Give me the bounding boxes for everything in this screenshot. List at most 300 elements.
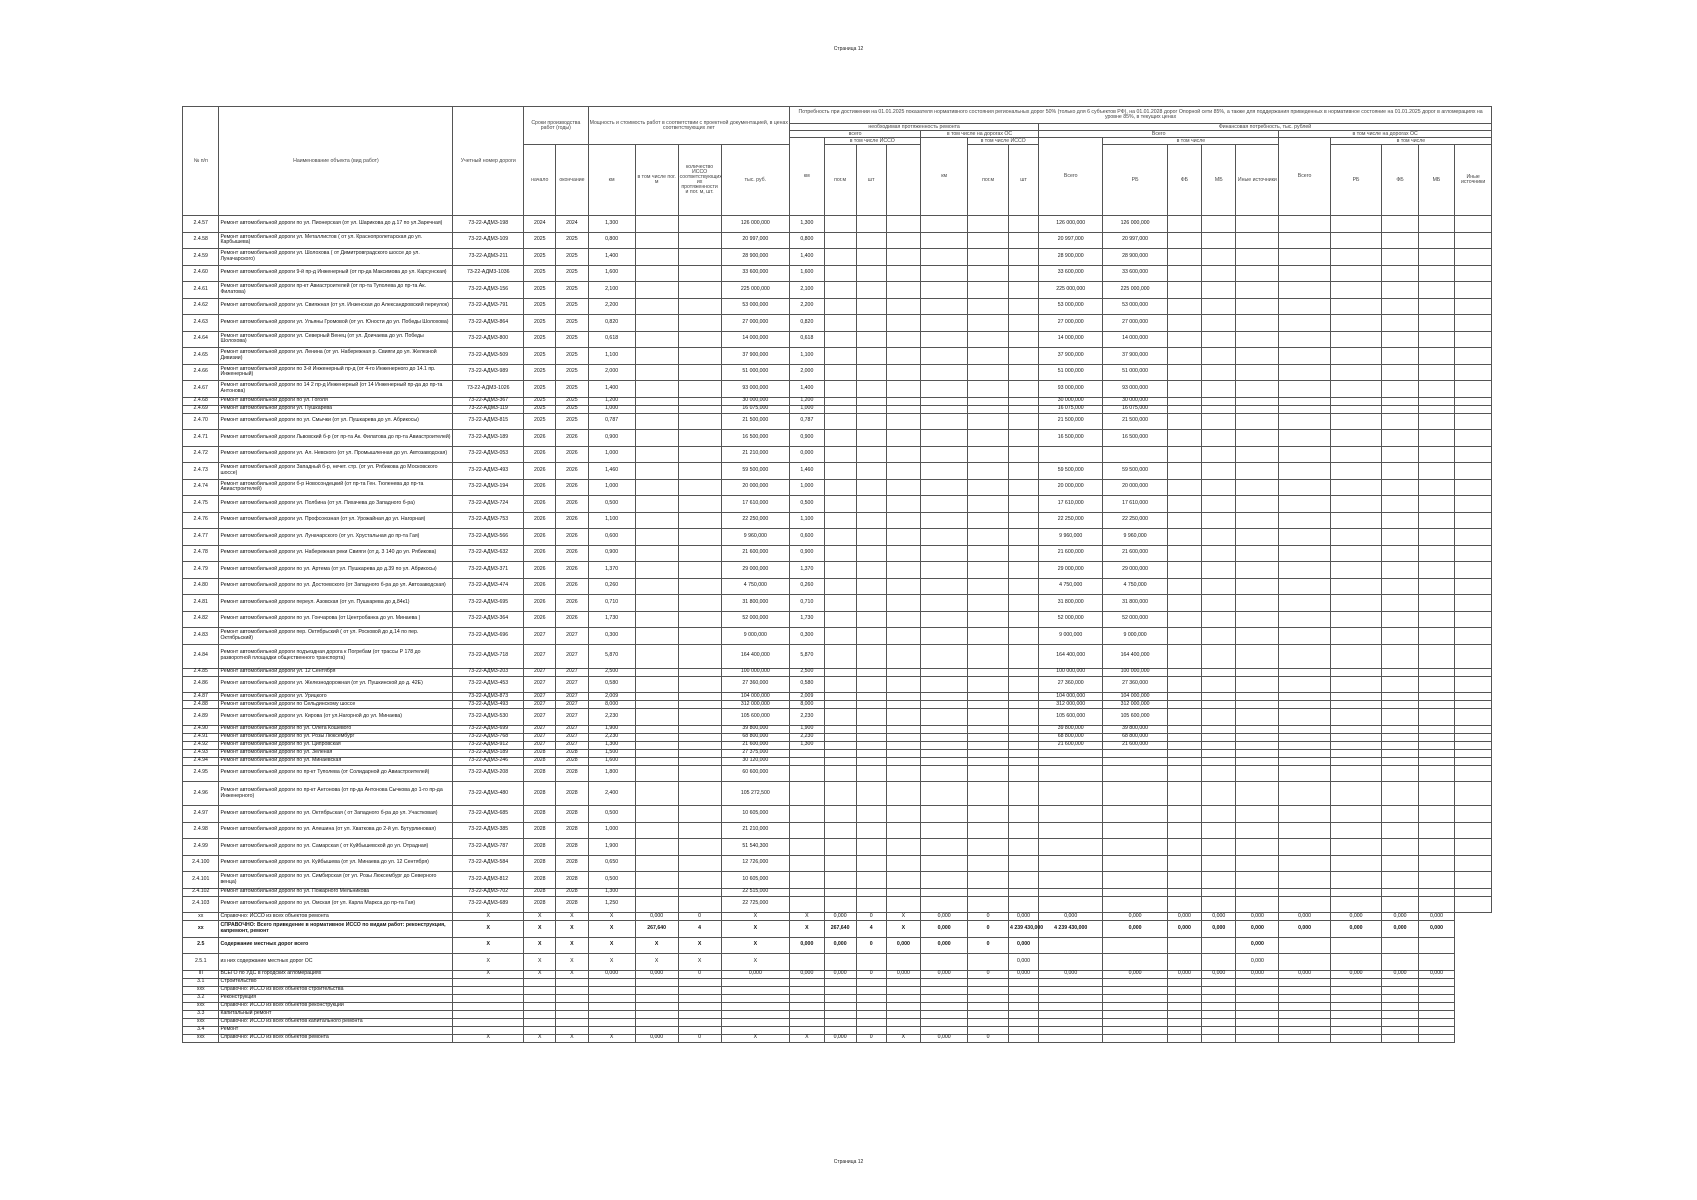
row-name: Ремонт автомобильной дороги по ул. Омская (от ул. Карла Маркса до пр-та Гая) (219, 896, 453, 913)
row-cell (1236, 782, 1279, 806)
row-cell (1236, 733, 1279, 741)
row-km: 2,200 (588, 298, 635, 315)
row-cell (856, 282, 886, 299)
row-cell (678, 364, 721, 381)
summary-cell (1039, 1010, 1103, 1018)
row-cell (824, 644, 856, 668)
row-name: Ремонт автомобильной дороги ул. 12 Сентября (219, 668, 453, 676)
summary-cell (1236, 978, 1279, 986)
table-row (183, 668, 1492, 676)
row-number: 2.4.85 (183, 668, 219, 676)
row-cell (678, 315, 721, 332)
row-name: Ремонт автомобильной дороги по ул. Симбирская (от ул. Розы Люксембург до Северного венца) (219, 872, 453, 889)
summary-cell: 0,000 (886, 970, 920, 978)
row-cell (968, 628, 1009, 645)
row-reg-number: 73-22-АДМ3-753 (453, 512, 524, 529)
summary-cell (968, 1010, 1009, 1018)
row-rb: 16 500,000 (1103, 430, 1167, 447)
row-cell (1279, 364, 1330, 381)
row-cell (856, 479, 886, 496)
row-cell (824, 364, 856, 381)
row-cell (1236, 578, 1279, 595)
row-cell (886, 611, 920, 628)
row-km: 1,600 (588, 265, 635, 282)
row-cell (1418, 331, 1454, 348)
row-cell (1202, 888, 1236, 896)
row-km: 0,800 (588, 232, 635, 249)
row-cell (824, 611, 856, 628)
row-cell (1236, 545, 1279, 562)
row-cell (856, 512, 886, 529)
row-cell (886, 512, 920, 529)
row-start-year: 2025 (524, 232, 556, 249)
row-cell (1418, 595, 1454, 612)
summary-cell: 267,640 (824, 921, 856, 938)
row-number: 2.4.82 (183, 611, 219, 628)
row-cell (968, 232, 1009, 249)
row-cell (678, 463, 721, 480)
row-cell (1279, 822, 1330, 839)
row-km: 1,000 (588, 822, 635, 839)
row-end-year: 2026 (556, 562, 588, 579)
row-cell (1167, 888, 1201, 896)
row-cell (1202, 644, 1236, 668)
summary-number: 3.3 (183, 1010, 219, 1018)
summary-cell: 0,000 (1418, 913, 1454, 921)
row-cell (968, 430, 1009, 447)
row-km: 0,600 (588, 529, 635, 546)
row-need-km: 2,230 (790, 733, 824, 741)
row-end-year: 2026 (556, 496, 588, 513)
row-km: 5,870 (588, 644, 635, 668)
row-cell (1382, 315, 1418, 332)
summary-cell: 0,000 (921, 970, 968, 978)
summary-cell: 0,000 (1202, 913, 1236, 921)
row-cell (1202, 741, 1236, 749)
row-cell (1167, 644, 1201, 668)
row-total: 16 500,000 (1039, 430, 1103, 447)
row-end-year: 2025 (556, 364, 588, 381)
row-cell (1455, 668, 1492, 676)
row-km: 1,300 (588, 741, 635, 749)
summary-name: Ремонт (219, 1026, 453, 1034)
row-cell (921, 741, 968, 749)
header-total-os: Всего (1279, 138, 1330, 216)
row-cell (1236, 668, 1279, 676)
row-cell (824, 232, 856, 249)
summary-number: III (183, 970, 219, 978)
table-row (183, 282, 1492, 299)
row-reg-number: 73-22-АДМ3-724 (453, 496, 524, 513)
row-cell (824, 888, 856, 896)
row-cell (1455, 749, 1492, 757)
row-cell (635, 446, 678, 463)
row-cell (886, 872, 920, 889)
row-cell (678, 512, 721, 529)
row-start-year: 2027 (524, 644, 556, 668)
row-cost: 21 600,000 (721, 545, 790, 562)
row-cell (678, 733, 721, 741)
row-reg-number: 73-22-АДМ3-198 (453, 216, 524, 233)
row-cell (1009, 757, 1039, 765)
row-start-year: 2027 (524, 733, 556, 741)
row-km: 1,200 (588, 397, 635, 405)
row-cell (1167, 855, 1201, 872)
row-total (1039, 888, 1103, 896)
row-cell (886, 446, 920, 463)
summary-cell: 0,000 (1418, 970, 1454, 978)
row-cell (1418, 644, 1454, 668)
row-reg-number: 73-22-АДМ3-1026 (453, 381, 524, 398)
row-cost: 21 210,000 (721, 822, 790, 839)
page-number-top: Страница 12 (833, 46, 864, 52)
row-cell (886, 709, 920, 726)
row-cell (856, 839, 886, 856)
row-cell (856, 578, 886, 595)
row-cell (856, 364, 886, 381)
summary-cell: X (721, 921, 790, 938)
row-cell (886, 749, 920, 757)
row-cell (1330, 749, 1381, 757)
row-cell (968, 595, 1009, 612)
row-cell (1202, 405, 1236, 413)
summary-cell (588, 978, 635, 986)
row-cell (921, 463, 968, 480)
row-cell (921, 611, 968, 628)
summary-cell: 0,000 (1279, 913, 1330, 921)
summary-cell (678, 1002, 721, 1010)
row-cell (968, 644, 1009, 668)
row-total: 164 400,000 (1039, 644, 1103, 668)
row-cell (886, 397, 920, 405)
row-cell (968, 872, 1009, 889)
header-pogm-os: пог.м (968, 145, 1009, 216)
row-cell (886, 249, 920, 266)
table-row (183, 331, 1492, 348)
summary-cell (524, 1010, 556, 1018)
summary-cell: 0,000 (1202, 970, 1236, 978)
row-name: Ремонт автомобильной дороги по ул. Пожарного Мельникова (219, 888, 453, 896)
summary-cell (1418, 1026, 1454, 1034)
row-cell (1330, 413, 1381, 430)
row-cell (856, 446, 886, 463)
row-need-km: 1,730 (790, 611, 824, 628)
row-cell (1202, 872, 1236, 889)
summary-cell: X (556, 913, 588, 921)
row-cell (1455, 676, 1492, 693)
row-cell (1202, 463, 1236, 480)
row-cell (1236, 529, 1279, 546)
row-need-km: 1,600 (790, 265, 824, 282)
summary-cell (1279, 978, 1330, 986)
row-cell (1236, 430, 1279, 447)
row-total: 312 000,000 (1039, 701, 1103, 709)
row-cell (1167, 595, 1201, 612)
summary-cell: 0,000 (1382, 970, 1418, 978)
row-cell (856, 348, 886, 365)
summary-cell (921, 954, 968, 971)
row-cell (1382, 644, 1418, 668)
row-need-km (790, 749, 824, 757)
summary-cell: 0,000 (1202, 921, 1236, 938)
row-cell (1279, 430, 1330, 447)
summary-cell: 0,000 (1236, 921, 1279, 938)
row-cell (1455, 545, 1492, 562)
row-cell (886, 282, 920, 299)
row-cost: 33 600,000 (721, 265, 790, 282)
row-cell (1202, 529, 1236, 546)
summary-cell: 4 239 430,000 (1039, 921, 1103, 938)
summary-cell (1039, 986, 1103, 994)
row-cell (678, 757, 721, 765)
row-cell (635, 405, 678, 413)
row-cell (635, 578, 678, 595)
summary-row (183, 913, 1492, 921)
row-cell (1236, 315, 1279, 332)
row-cell (1009, 430, 1039, 447)
summary-cell: 0 (856, 970, 886, 978)
row-cell (635, 232, 678, 249)
row-cell (635, 562, 678, 579)
row-cell (921, 265, 968, 282)
row-cell (1330, 282, 1381, 299)
row-cell (886, 733, 920, 741)
row-start-year: 2026 (524, 578, 556, 595)
row-need-km (790, 782, 824, 806)
row-cell (1167, 479, 1201, 496)
row-total: 29 000,000 (1039, 562, 1103, 579)
row-rb: 37 900,000 (1103, 348, 1167, 365)
row-cell (1167, 709, 1201, 726)
row-cell (678, 725, 721, 733)
row-reg-number: 73-22-АДМ3-768 (453, 733, 524, 741)
row-cell (1382, 872, 1418, 889)
row-cell (1167, 611, 1201, 628)
row-name: Ремонт автомобильной дороги по 3-й Инженерный пр-д (от 4-го Инженерного до 14.1 пр. Инженерный) (219, 364, 453, 381)
row-need-km: 2,009 (790, 693, 824, 701)
row-cell (921, 765, 968, 782)
row-cell (1330, 693, 1381, 701)
table-row (183, 782, 1492, 806)
summary-row (183, 1010, 1492, 1018)
table-row (183, 839, 1492, 856)
row-cell (1382, 822, 1418, 839)
row-cell (1279, 628, 1330, 645)
row-cell (1382, 216, 1418, 233)
row-cell (886, 364, 920, 381)
row-cell (678, 822, 721, 839)
header-need: Потребность при достижении на 01.01.2025 показателя нормативного состояния региональных дорог 50% (только для 6 субъектов РФ), на 01.01.2028 дорог Опорной сети 85%, а также для поддержания приведенных в нормативное состояние на 01.01.2025 дорог в агломерациях на уровне 85%, в текущих ценах (790, 107, 1492, 124)
row-cell (1330, 298, 1381, 315)
row-number: 2.4.79 (183, 562, 219, 579)
row-cell (1202, 668, 1236, 676)
row-rb (1103, 765, 1167, 782)
row-number: 2.4.62 (183, 298, 219, 315)
row-cell (824, 782, 856, 806)
row-cost: 68 800,000 (721, 733, 790, 741)
table-body (183, 216, 1492, 1043)
row-cell (1382, 348, 1418, 365)
row-cell (968, 249, 1009, 266)
row-cell (1279, 216, 1330, 233)
row-rb: 9 000,000 (1103, 628, 1167, 645)
row-cell (678, 562, 721, 579)
summary-cell (921, 1010, 968, 1018)
summary-cell (1382, 994, 1418, 1002)
row-rb: 9 960,000 (1103, 529, 1167, 546)
summary-cell (856, 1010, 886, 1018)
row-cell (1330, 397, 1381, 405)
row-cell (1236, 331, 1279, 348)
row-start-year: 2028 (524, 757, 556, 765)
row-cell (1167, 496, 1201, 513)
row-cell (1279, 446, 1330, 463)
row-start-year: 2028 (524, 765, 556, 782)
row-start-year: 2027 (524, 725, 556, 733)
summary-cell (453, 1026, 524, 1034)
row-name: Ремонт автомобильной дороги по ул. Зеленая (219, 749, 453, 757)
summary-cell (1418, 1010, 1454, 1018)
summary-cell: 0,000 (1167, 970, 1201, 978)
row-need-km: 1,460 (790, 463, 824, 480)
row-cell (1418, 463, 1454, 480)
row-cell (921, 782, 968, 806)
row-cell (1418, 709, 1454, 726)
row-number: 2.4.97 (183, 806, 219, 823)
row-cell (1382, 806, 1418, 823)
summary-cell: X (453, 921, 524, 938)
row-cell (1009, 232, 1039, 249)
row-cell (1009, 668, 1039, 676)
row-cell (1167, 298, 1201, 315)
summary-cell (1167, 1010, 1201, 1018)
row-cell (886, 463, 920, 480)
row-cost: 51 000,000 (721, 364, 790, 381)
header-mb-os: МБ (1418, 145, 1454, 216)
header-blank (886, 145, 920, 216)
row-need-km: 0,900 (790, 430, 824, 447)
row-cost: 22 725,000 (721, 896, 790, 913)
row-start-year: 2026 (524, 446, 556, 463)
row-cell (1202, 545, 1236, 562)
table-row (183, 232, 1492, 249)
row-cell (1202, 249, 1236, 266)
row-reg-number: 73-22-АДМ3-371 (453, 562, 524, 579)
row-cell (1009, 701, 1039, 709)
row-cell (635, 733, 678, 741)
row-name: Ремонт автомобильной дороги по ул. Ципровская (219, 741, 453, 749)
header-all: всего (790, 131, 921, 138)
row-cost: 39 800,000 (721, 725, 790, 733)
summary-cell: 0,000 (824, 913, 856, 921)
row-cell (678, 331, 721, 348)
row-name: Ремонт автомобильной дороги по пр-кт Антонова (от пр-да Антонова Сычкова до 1-го пр-да Инженерного) (219, 782, 453, 806)
row-need-km: 1,100 (790, 348, 824, 365)
table-row (183, 265, 1492, 282)
row-reg-number: 73-22-АДМ3-364 (453, 611, 524, 628)
summary-cell: 0,000 (921, 1034, 968, 1042)
header-name: Наименование объекта (вид работ) (219, 107, 453, 216)
row-rb: 27 000,000 (1103, 315, 1167, 332)
summary-cell (886, 978, 920, 986)
row-cell (1236, 611, 1279, 628)
row-cell (1009, 331, 1039, 348)
summary-cell (524, 994, 556, 1002)
row-cell (856, 463, 886, 480)
row-start-year: 2025 (524, 282, 556, 299)
row-cell (1279, 298, 1330, 315)
summary-cell (588, 1010, 635, 1018)
summary-cell (1330, 986, 1381, 994)
row-cell (1382, 701, 1418, 709)
row-cell (1330, 765, 1381, 782)
summary-row (183, 921, 1492, 938)
row-need-km: 1,300 (790, 741, 824, 749)
row-number: 2.4.78 (183, 545, 219, 562)
row-start-year: 2028 (524, 872, 556, 889)
row-cell (1279, 405, 1330, 413)
row-cell (1455, 855, 1492, 872)
table-row (183, 446, 1492, 463)
row-number: 2.4.100 (183, 855, 219, 872)
row-end-year: 2025 (556, 232, 588, 249)
row-cell (824, 725, 856, 733)
row-cell (1455, 430, 1492, 447)
summary-cell (1418, 937, 1454, 954)
row-cell (921, 855, 968, 872)
row-cell (1330, 364, 1381, 381)
row-reg-number: 73-22-АДМ3-685 (453, 806, 524, 823)
summary-cell (1418, 954, 1454, 971)
summary-cell: X (886, 921, 920, 938)
row-cell (1009, 676, 1039, 693)
row-cell (968, 822, 1009, 839)
row-end-year: 2025 (556, 249, 588, 266)
row-cell (678, 529, 721, 546)
row-cell (1202, 765, 1236, 782)
summary-cell: 0,000 (1236, 954, 1279, 971)
row-cell (1009, 496, 1039, 513)
row-cell (1202, 595, 1236, 612)
row-cell (921, 348, 968, 365)
table-row (183, 512, 1492, 529)
summary-cell (678, 994, 721, 1002)
row-cell (635, 545, 678, 562)
row-cell (1167, 430, 1201, 447)
row-end-year: 2024 (556, 216, 588, 233)
table-row (183, 701, 1492, 709)
row-cell (1236, 888, 1279, 896)
row-cell (1382, 232, 1418, 249)
summary-cell: 0,000 (1009, 970, 1039, 978)
row-cell (1279, 232, 1330, 249)
summary-cell (1103, 937, 1167, 954)
row-cell (921, 839, 968, 856)
row-cell (824, 676, 856, 693)
row-total: 4 750,000 (1039, 578, 1103, 595)
row-start-year: 2025 (524, 397, 556, 405)
row-end-year: 2026 (556, 595, 588, 612)
row-cell (856, 749, 886, 757)
row-start-year: 2028 (524, 839, 556, 856)
row-cell (921, 872, 968, 889)
summary-row (183, 994, 1492, 1002)
row-km: 0,787 (588, 413, 635, 430)
row-cell (824, 265, 856, 282)
row-cell (886, 693, 920, 701)
row-cell (1279, 855, 1330, 872)
row-cell (1418, 578, 1454, 595)
